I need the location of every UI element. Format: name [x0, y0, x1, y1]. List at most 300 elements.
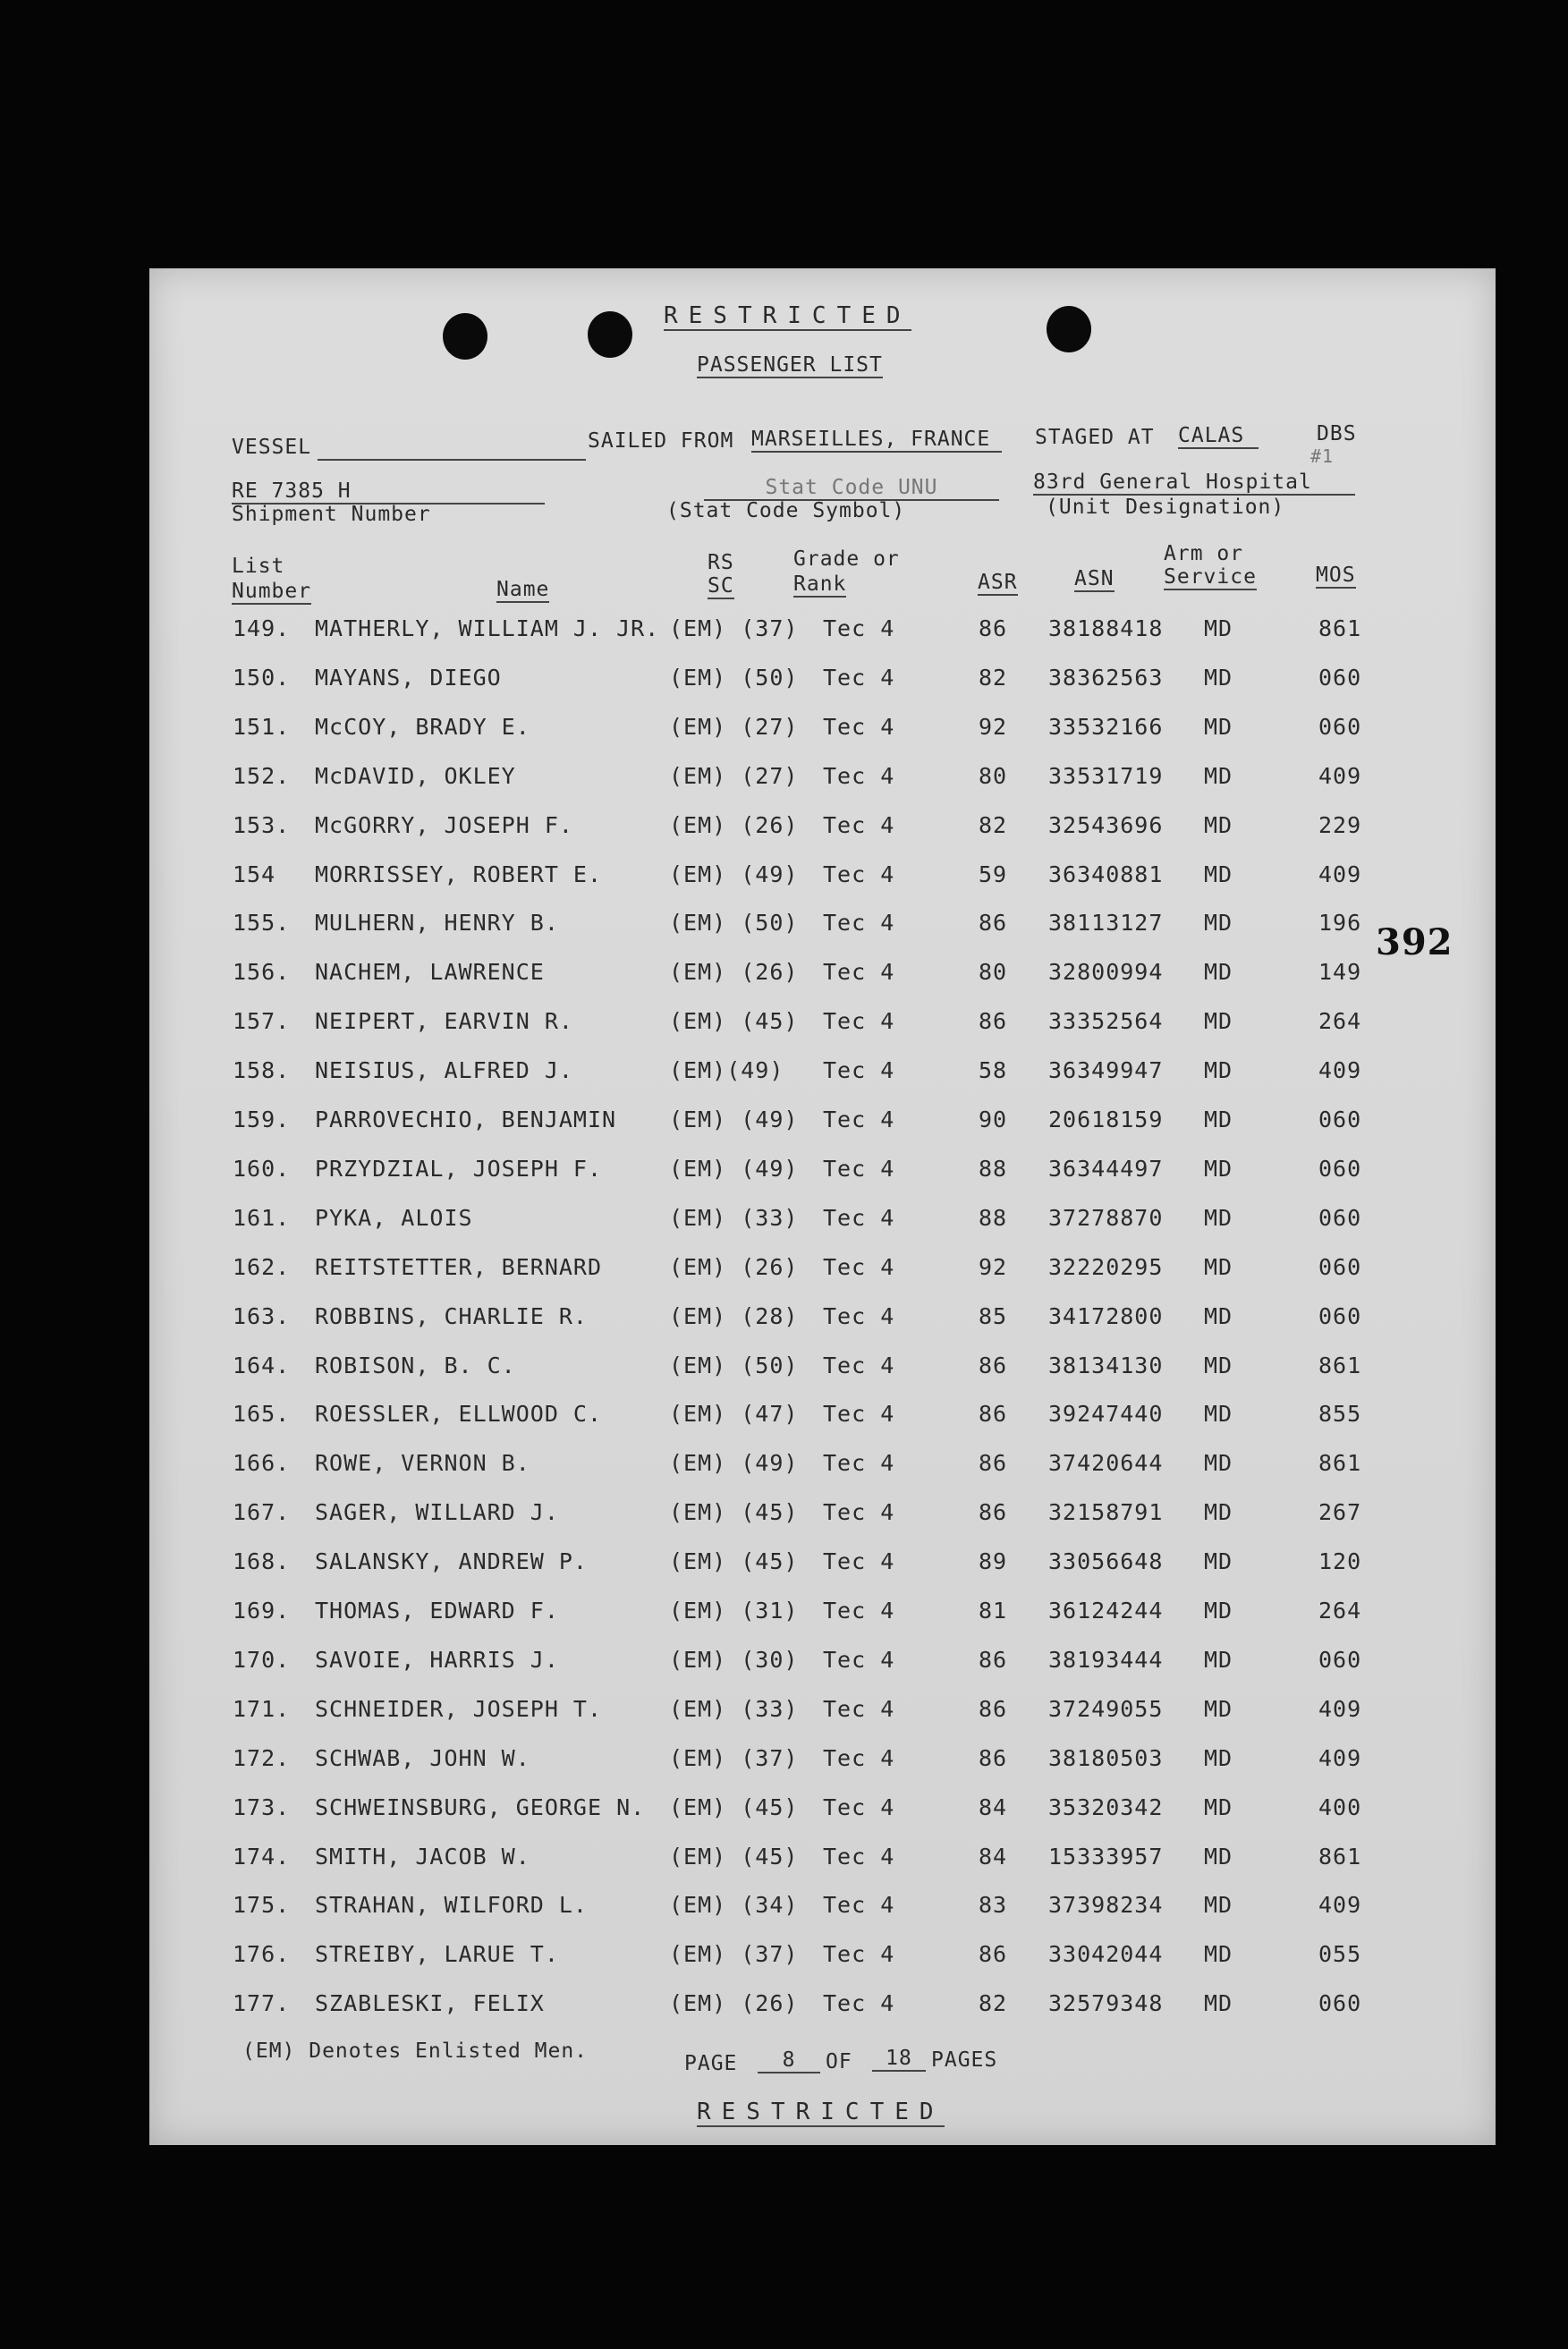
- row-number: 164.: [233, 1352, 291, 1378]
- pages-label: PAGES: [931, 2048, 998, 2072]
- row-rank: Tec 4: [823, 1155, 895, 1182]
- row-asn: 20618159: [1048, 1107, 1164, 1132]
- row-asn: 15333957: [1048, 1843, 1164, 1870]
- row-arm-service: MD: [1204, 664, 1233, 691]
- row-number: 160.: [233, 1155, 291, 1182]
- row-mos: 409: [1318, 1744, 1362, 1771]
- row-name: PYKA, ALOIS: [315, 1204, 473, 1231]
- row-asr: 90: [979, 1107, 1008, 1132]
- row-arm-service: MD: [1204, 1695, 1233, 1722]
- row-asr: 80: [979, 959, 1008, 986]
- row-rs-sc: (EM) (26): [669, 811, 799, 838]
- row-rank: Tec 4: [823, 1744, 895, 1771]
- row-asn: 37278870: [1048, 1204, 1164, 1231]
- row-arm-service: MD: [1204, 1008, 1233, 1035]
- row-arm-service: MD: [1204, 1941, 1233, 1968]
- row-asr: 86: [979, 1008, 1008, 1035]
- row-rs-sc: (EM) (33): [669, 1695, 799, 1722]
- table-row: [0, 1499, 1568, 1548]
- row-rs-sc: (EM) (28): [669, 1302, 799, 1329]
- punch-hole: [1047, 306, 1091, 352]
- row-asn: 32220295: [1048, 1253, 1164, 1280]
- table-row: [0, 1844, 1568, 1892]
- row-name: MATHERLY, WILLIAM J. JR.: [315, 615, 660, 641]
- row-number: 150.: [233, 664, 291, 691]
- restricted-footer: RESTRICTED: [697, 2099, 945, 2125]
- row-mos: 400: [1318, 1794, 1362, 1820]
- table-row: [0, 1156, 1568, 1204]
- row-rs-sc: (EM) (49): [669, 1450, 799, 1477]
- col-service: Service: [1164, 565, 1257, 589]
- row-rs-sc: (EM) (49): [669, 1155, 799, 1182]
- row-rs-sc: (EM) (33): [669, 1204, 799, 1231]
- row-arm-service: MD: [1204, 1646, 1233, 1673]
- row-arm-service: MD: [1204, 762, 1233, 789]
- row-mos: 060: [1318, 1155, 1362, 1182]
- row-asn: 36344497: [1048, 1155, 1164, 1182]
- row-asr: 82: [979, 664, 1008, 691]
- row-mos: 060: [1318, 1990, 1362, 2017]
- stat-code-label: (Stat Code Symbol): [666, 499, 906, 522]
- total-pages: 18: [872, 2047, 926, 2072]
- row-name: MAYANS, DIEGO: [315, 664, 502, 691]
- vessel-label: VESSEL: [232, 436, 312, 459]
- table-row: [0, 1057, 1568, 1106]
- row-number: 159.: [233, 1107, 291, 1132]
- row-mos: 060: [1318, 1204, 1362, 1231]
- row-rank: Tec 4: [823, 762, 895, 789]
- row-rank: Tec 4: [823, 1941, 895, 1968]
- row-asr: 86: [979, 615, 1008, 641]
- row-asn: 32800994: [1048, 959, 1164, 986]
- row-number: 166.: [233, 1450, 291, 1477]
- row-arm-service: MD: [1204, 959, 1233, 986]
- row-rank: Tec 4: [823, 1302, 895, 1329]
- row-rs-sc: (EM) (50): [669, 910, 799, 937]
- table-row: [0, 1107, 1568, 1155]
- row-asn: 36124244: [1048, 1598, 1164, 1624]
- row-asr: 86: [979, 910, 1008, 937]
- table-row: [0, 714, 1568, 762]
- row-asn: 32158791: [1048, 1499, 1164, 1526]
- row-arm-service: MD: [1204, 1450, 1233, 1477]
- col-rs: RS: [708, 551, 734, 574]
- row-arm-service: MD: [1204, 615, 1233, 641]
- row-number: 170.: [233, 1646, 291, 1673]
- table-row: [0, 1205, 1568, 1253]
- row-rs-sc: (EM) (26): [669, 959, 799, 986]
- row-mos: 409: [1318, 762, 1362, 789]
- row-rs-sc: (EM) (37): [669, 1744, 799, 1771]
- row-asn: 33056648: [1048, 1548, 1164, 1575]
- row-name: SCHNEIDER, JOSEPH T.: [315, 1695, 603, 1722]
- row-name: SMITH, JACOB W.: [315, 1843, 530, 1870]
- row-arm-service: MD: [1204, 1107, 1233, 1132]
- row-number: 165.: [233, 1401, 291, 1428]
- col-grade: Grade or: [793, 547, 900, 571]
- row-asr: 86: [979, 1941, 1008, 1968]
- row-number: 158.: [233, 1057, 291, 1084]
- row-asr: 86: [979, 1695, 1008, 1722]
- row-name: SALANSKY, ANDREW P.: [315, 1548, 588, 1575]
- row-rs-sc: (EM) (27): [669, 762, 799, 789]
- table-row: [0, 959, 1568, 1007]
- row-mos: 409: [1318, 1057, 1362, 1084]
- row-asr: 86: [979, 1744, 1008, 1771]
- row-rank: Tec 4: [823, 861, 895, 887]
- row-name: SAGER, WILLARD J.: [315, 1499, 559, 1526]
- row-arm-service: MD: [1204, 1401, 1233, 1428]
- row-asn: 34172800: [1048, 1302, 1164, 1329]
- shipment-number-value: RE 7385 H: [232, 479, 545, 505]
- table-row: [0, 1696, 1568, 1744]
- row-arm-service: MD: [1204, 861, 1233, 887]
- row-number: 156.: [233, 959, 291, 986]
- row-name: ROESSLER, ELLWOOD C.: [315, 1401, 603, 1428]
- row-name: McGORRY, JOSEPH F.: [315, 811, 573, 838]
- row-number: 167.: [233, 1499, 291, 1526]
- row-rs-sc: (EM) (26): [669, 1990, 799, 2017]
- row-asr: 88: [979, 1204, 1008, 1231]
- row-arm-service: MD: [1204, 1843, 1233, 1870]
- row-asr: 86: [979, 1401, 1008, 1428]
- row-asn: 37398234: [1048, 1892, 1164, 1919]
- row-asn: 37249055: [1048, 1695, 1164, 1722]
- table-row: [0, 1647, 1568, 1695]
- col-list: List: [232, 555, 285, 578]
- row-asr: 88: [979, 1155, 1008, 1182]
- row-arm-service: MD: [1204, 1057, 1233, 1084]
- row-asr: 82: [979, 811, 1008, 838]
- row-mos: 861: [1318, 1450, 1362, 1477]
- table-row: [0, 1254, 1568, 1302]
- row-rank: Tec 4: [823, 1352, 895, 1378]
- row-number: 175.: [233, 1892, 291, 1919]
- row-number: 152.: [233, 762, 291, 789]
- row-number: 157.: [233, 1008, 291, 1035]
- row-rs-sc: (EM) (31): [669, 1598, 799, 1624]
- row-asn: 39247440: [1048, 1401, 1164, 1428]
- row-asn: 37420644: [1048, 1450, 1164, 1477]
- restricted-header: RESTRICTED: [664, 302, 911, 329]
- row-mos: 060: [1318, 1107, 1362, 1132]
- row-name: STRAHAN, WILFORD L.: [315, 1892, 588, 1919]
- row-rank: Tec 4: [823, 1401, 895, 1428]
- row-mos: 264: [1318, 1598, 1362, 1624]
- row-asn: 32579348: [1048, 1990, 1164, 2017]
- row-number: 155.: [233, 910, 291, 937]
- row-asr: 80: [979, 762, 1008, 789]
- row-rs-sc: (EM) (37): [669, 1941, 799, 1968]
- row-arm-service: MD: [1204, 811, 1233, 838]
- col-name: Name: [496, 578, 550, 601]
- row-rank: Tec 4: [823, 1990, 895, 2017]
- row-rank: Tec 4: [823, 811, 895, 838]
- row-number: 153.: [233, 811, 291, 838]
- row-arm-service: MD: [1204, 1352, 1233, 1378]
- row-rs-sc: (EM) (49): [669, 1107, 799, 1132]
- row-rank: Tec 4: [823, 1794, 895, 1820]
- punch-hole: [443, 313, 487, 360]
- row-rs-sc: (EM) (34): [669, 1892, 799, 1919]
- row-name: McDAVID, OKLEY: [315, 762, 516, 789]
- row-name: SZABLESKI, FELIX: [315, 1990, 545, 2017]
- row-asn: 38362563: [1048, 664, 1164, 691]
- row-number: 149.: [233, 615, 291, 641]
- row-number: 151.: [233, 713, 291, 740]
- row-rs-sc: (EM) (45): [669, 1008, 799, 1035]
- row-asn: 33352564: [1048, 1008, 1164, 1035]
- row-mos: 060: [1318, 1646, 1362, 1673]
- row-arm-service: MD: [1204, 1598, 1233, 1624]
- row-asr: 84: [979, 1843, 1008, 1870]
- row-asn: 33531719: [1048, 762, 1164, 789]
- row-asn: 36340881: [1048, 861, 1164, 887]
- table-row: [0, 1353, 1568, 1401]
- row-number: 154: [233, 861, 276, 887]
- row-rank: Tec 4: [823, 1253, 895, 1280]
- row-number: 173.: [233, 1794, 291, 1820]
- row-arm-service: MD: [1204, 1302, 1233, 1329]
- row-arm-service: MD: [1204, 1499, 1233, 1526]
- row-rs-sc: (EM) (26): [669, 1253, 799, 1280]
- row-asr: 86: [979, 1499, 1008, 1526]
- row-name: ROBISON, B. C.: [315, 1352, 516, 1378]
- col-mos: MOS: [1316, 564, 1356, 587]
- row-rs-sc: (EM) (45): [669, 1843, 799, 1870]
- row-name: PRZYDZIAL, JOSEPH F.: [315, 1155, 603, 1182]
- row-asr: 92: [979, 1253, 1008, 1280]
- row-rank: Tec 4: [823, 1892, 895, 1919]
- row-number: 174.: [233, 1843, 291, 1870]
- row-mos: 060: [1318, 1253, 1362, 1280]
- row-name: MULHERN, HENRY B.: [315, 910, 559, 937]
- row-rank: Tec 4: [823, 1204, 895, 1231]
- table-row: [0, 1990, 1568, 2039]
- passenger-list-title: PASSENGER LIST: [697, 353, 883, 377]
- row-asn: 38188418: [1048, 615, 1164, 641]
- row-rank: Tec 4: [823, 1057, 895, 1084]
- row-asn: 38180503: [1048, 1744, 1164, 1771]
- row-arm-service: MD: [1204, 713, 1233, 740]
- table-row: [0, 1450, 1568, 1498]
- row-rs-sc: (EM) (45): [669, 1499, 799, 1526]
- row-rank: Tec 4: [823, 664, 895, 691]
- row-asr: 89: [979, 1548, 1008, 1575]
- table-row: [0, 615, 1568, 664]
- row-name: SAVOIE, HARRIS J.: [315, 1646, 559, 1673]
- row-mos: 060: [1318, 664, 1362, 691]
- table-row: [0, 812, 1568, 861]
- row-mos: 229: [1318, 811, 1362, 838]
- row-rank: Tec 4: [823, 713, 895, 740]
- row-name: ROBBINS, CHARLIE R.: [315, 1302, 588, 1329]
- row-mos: 196: [1318, 910, 1362, 937]
- row-rs-sc: (EM) (47): [669, 1401, 799, 1428]
- row-asn: 33532166: [1048, 713, 1164, 740]
- row-name: NEIPERT, EARVIN R.: [315, 1008, 573, 1035]
- row-name: NEISIUS, ALFRED J.: [315, 1057, 573, 1084]
- staged-at-label: STAGED AT: [1035, 426, 1155, 449]
- table-row: [0, 1401, 1568, 1449]
- row-rs-sc: (EM) (45): [669, 1548, 799, 1575]
- col-asn: ASN: [1074, 567, 1115, 590]
- row-asr: 58: [979, 1057, 1008, 1084]
- row-mos: 055: [1318, 1941, 1362, 1968]
- table-row: [0, 1303, 1568, 1352]
- row-asr: 92: [979, 713, 1008, 740]
- row-rs-sc: (EM) (45): [669, 1794, 799, 1820]
- staged-at-value: CALAS: [1178, 424, 1259, 449]
- row-number: 161.: [233, 1204, 291, 1231]
- row-mos: 855: [1318, 1401, 1362, 1428]
- row-rs-sc: (EM) (37): [669, 615, 799, 641]
- row-name: ROWE, VERNON B.: [315, 1450, 530, 1477]
- footer-note: (EM) Denotes Enlisted Men.: [242, 2039, 589, 2063]
- row-rank: Tec 4: [823, 1695, 895, 1722]
- page-stamp-number: 392: [1376, 921, 1454, 963]
- row-mos: 861: [1318, 1843, 1362, 1870]
- row-number: 172.: [233, 1744, 291, 1771]
- row-asr: 81: [979, 1598, 1008, 1624]
- row-mos: 060: [1318, 1302, 1362, 1329]
- row-asr: 82: [979, 1990, 1008, 2017]
- shipment-number-label: Shipment Number: [232, 503, 431, 526]
- col-sc: SC: [708, 574, 734, 598]
- row-asn: 38113127: [1048, 910, 1164, 937]
- col-number: Number: [232, 580, 312, 603]
- table-row: [0, 1794, 1568, 1843]
- row-number: 171.: [233, 1695, 291, 1722]
- row-rs-sc: (EM) (27): [669, 713, 799, 740]
- unit-value: 83rd General Hospital: [1033, 471, 1355, 496]
- row-name: MORRISSEY, ROBERT E.: [315, 861, 603, 887]
- table-row: [0, 861, 1568, 910]
- row-asr: 59: [979, 861, 1008, 887]
- col-asr: ASR: [978, 571, 1018, 594]
- row-mos: 861: [1318, 1352, 1362, 1378]
- row-number: 176.: [233, 1941, 291, 1968]
- of-label: OF: [826, 2050, 852, 2073]
- row-asn: 38134130: [1048, 1352, 1164, 1378]
- row-arm-service: MD: [1204, 910, 1233, 937]
- row-arm-service: MD: [1204, 1204, 1233, 1231]
- row-arm-service: MD: [1204, 1744, 1233, 1771]
- row-arm-service: MD: [1204, 1253, 1233, 1280]
- row-rank: Tec 4: [823, 1008, 895, 1035]
- row-rank: Tec 4: [823, 1598, 895, 1624]
- row-asn: 33042044: [1048, 1941, 1164, 1968]
- row-number: 168.: [233, 1548, 291, 1575]
- row-asr: 84: [979, 1794, 1008, 1820]
- punch-hole: [588, 311, 632, 358]
- row-asr: 85: [979, 1302, 1008, 1329]
- row-asr: 86: [979, 1646, 1008, 1673]
- row-rank: Tec 4: [823, 910, 895, 937]
- dbs-label: DBS: [1317, 422, 1357, 445]
- row-asn: 36349947: [1048, 1057, 1164, 1084]
- row-asr: 86: [979, 1352, 1008, 1378]
- row-rank: Tec 4: [823, 1646, 895, 1673]
- stat-code-value: Stat Code UNU: [704, 476, 999, 501]
- row-number: 169.: [233, 1598, 291, 1624]
- row-name: SCHWEINSBURG, GEORGE N.: [315, 1794, 646, 1820]
- table-row: [0, 763, 1568, 811]
- row-asn: 38193444: [1048, 1646, 1164, 1673]
- col-rank: Rank: [793, 572, 847, 596]
- row-rank: Tec 4: [823, 1843, 895, 1870]
- table-row: [0, 1941, 1568, 1989]
- table-row: [0, 1745, 1568, 1794]
- row-rs-sc: (EM) (50): [669, 1352, 799, 1378]
- row-mos: 861: [1318, 615, 1362, 641]
- row-mos: 120: [1318, 1548, 1362, 1575]
- row-asn: 32543696: [1048, 811, 1164, 838]
- row-name: THOMAS, EDWARD F.: [315, 1598, 559, 1624]
- table-row: [0, 1598, 1568, 1646]
- row-name: SCHWAB, JOHN W.: [315, 1744, 530, 1771]
- row-asn: 35320342: [1048, 1794, 1164, 1820]
- row-arm-service: MD: [1204, 1794, 1233, 1820]
- row-mos: 264: [1318, 1008, 1362, 1035]
- dbs-number: #1: [1310, 445, 1335, 467]
- table-row: [0, 1548, 1568, 1597]
- table-row: [0, 1892, 1568, 1940]
- page-number: 8: [758, 2048, 820, 2073]
- row-name: STREIBY, LARUE T.: [315, 1941, 559, 1968]
- row-arm-service: MD: [1204, 1990, 1233, 2017]
- row-rs-sc: (EM) (49): [669, 861, 799, 887]
- table-row: [0, 665, 1568, 713]
- table-row: [0, 1008, 1568, 1056]
- row-name: PARROVECHIO, BENJAMIN: [315, 1107, 617, 1132]
- row-number: 163.: [233, 1302, 291, 1329]
- sailed-from-label: SAILED FROM: [588, 429, 734, 453]
- row-name: McCOY, BRADY E.: [315, 713, 530, 740]
- vessel-blank-line: [318, 459, 586, 461]
- row-rank: Tec 4: [823, 959, 895, 986]
- sailed-from-value: MARSEILLES, FRANCE: [751, 428, 1002, 453]
- page-label: PAGE: [684, 2052, 738, 2075]
- unit-label: (Unit Designation): [1046, 496, 1285, 519]
- row-mos: 409: [1318, 1695, 1362, 1722]
- row-arm-service: MD: [1204, 1155, 1233, 1182]
- row-rs-sc: (EM) (30): [669, 1646, 799, 1673]
- row-mos: 060: [1318, 713, 1362, 740]
- row-mos: 409: [1318, 861, 1362, 887]
- row-arm-service: MD: [1204, 1548, 1233, 1575]
- row-number: 162.: [233, 1253, 291, 1280]
- row-mos: 267: [1318, 1499, 1362, 1526]
- col-arm: Arm or: [1164, 542, 1244, 565]
- row-rs-sc: (EM)(49): [669, 1057, 784, 1084]
- row-asr: 86: [979, 1450, 1008, 1477]
- row-rank: Tec 4: [823, 1548, 895, 1575]
- row-rs-sc: (EM) (50): [669, 664, 799, 691]
- table-row: [0, 910, 1568, 958]
- row-asr: 83: [979, 1892, 1008, 1919]
- row-name: NACHEM, LAWRENCE: [315, 959, 545, 986]
- row-rank: Tec 4: [823, 1107, 895, 1132]
- row-rank: Tec 4: [823, 1499, 895, 1526]
- row-mos: 149: [1318, 959, 1362, 986]
- row-rank: Tec 4: [823, 615, 895, 641]
- row-arm-service: MD: [1204, 1892, 1233, 1919]
- row-mos: 409: [1318, 1892, 1362, 1919]
- row-name: REITSTETTER, BERNARD: [315, 1253, 603, 1280]
- row-rank: Tec 4: [823, 1450, 895, 1477]
- row-number: 177.: [233, 1990, 291, 2017]
